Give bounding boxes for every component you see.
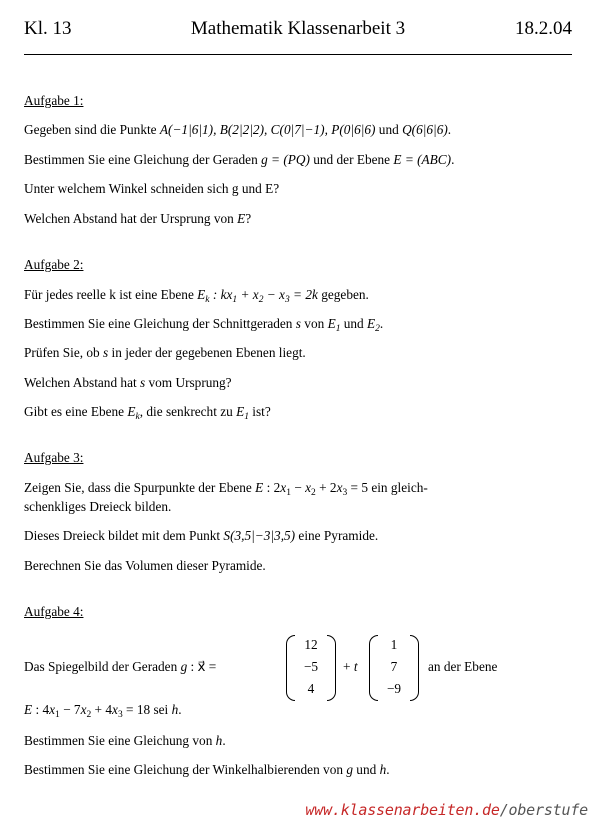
task-3-line-4: Berechnen Sie das Volumen dieser Pyramide. <box>24 558 266 573</box>
task-2-line-3: Prüfen Sie, ob s in jeder der gegebenen Ebenen liegt. <box>24 345 306 360</box>
class-label: Kl. 13 <box>24 18 72 39</box>
task-2-line-5: Gibt es eine Ebene $E_k$, die senkrecht zu $E_1$ ist? <box>24 404 271 422</box>
task-2-title: Aufgabe 2: <box>24 257 84 272</box>
task-4-line-4: Bestimmen Sie eine Gleichung der Winkelhalbierenden von g und h. <box>24 762 390 777</box>
task-1-line-4: Welchen Abstand hat der Ursprung von E? <box>24 211 252 226</box>
task-4-line-1-end: an der Ebene <box>428 659 498 674</box>
direction-vector-support: 12 −5 4 <box>286 635 336 699</box>
task-2-line-2: Bestimmen Sie eine Gleichung der Schnittgeraden s von $E_1$ und $E_2$. <box>24 316 384 334</box>
task-2-line-1: Für jedes reelle k ist eine Ebene $E_k$ : $kx_1 + x_2 - x_3 = 2k$ gegeben. <box>24 287 369 305</box>
task-3-line-1: Zeigen Sie, dass die Spurpunkte der Ebene E : $2x_1 - x_2 + 2x_3 = 5$ ein gleich- <box>24 480 428 498</box>
task-4-line-1-text: Das Spiegelbild der Geraden g : x⃗ = <box>24 659 217 674</box>
task-4-line-2: E : $4x_1 - 7x_2 + 4x_3 = 18$ sei h. <box>24 702 182 720</box>
site-watermark: www.klassenarbeiten.de/oberstufe <box>305 801 588 819</box>
task-4-plus-t: + t <box>343 659 358 674</box>
task-1-line-3: Unter welchem Winkel schneiden sich g und E? <box>24 181 280 196</box>
page-header <box>24 14 572 44</box>
direction-vector: 1 7 −9 <box>369 635 419 699</box>
task-4-line-3: Bestimmen Sie eine Gleichung von h. <box>24 733 226 748</box>
exam-date: 18.2.04 <box>515 18 572 39</box>
task-3-line-2: schenkliges Dreieck bilden. <box>24 499 172 514</box>
task-3-line-3: Dieses Dreieck bildet mit dem Punkt S(3,5|−3|3,5) eine Pyramide. <box>24 528 379 543</box>
exam-title: Mathematik Klassenarbeit 3 <box>190 18 406 39</box>
task-1-line-2: Bestimmen Sie eine Gleichung der Geraden g = (PQ) und der Ebene E = (ABC). <box>24 152 455 167</box>
task-4-title: Aufgabe 4: <box>24 604 84 619</box>
task-1-line-1: Gegeben sind die Punkte A(−1|6|1), B(2|2|2), C(0|7|−1), P(0|6|6) und Q(6|6|6). <box>24 122 452 137</box>
header-rule <box>24 54 572 55</box>
task-2-line-4: Welchen Abstand hat s vom Ursprung? <box>24 375 232 390</box>
task-1-title: Aufgabe 1: <box>24 93 84 108</box>
task-3-title: Aufgabe 3: <box>24 450 84 465</box>
